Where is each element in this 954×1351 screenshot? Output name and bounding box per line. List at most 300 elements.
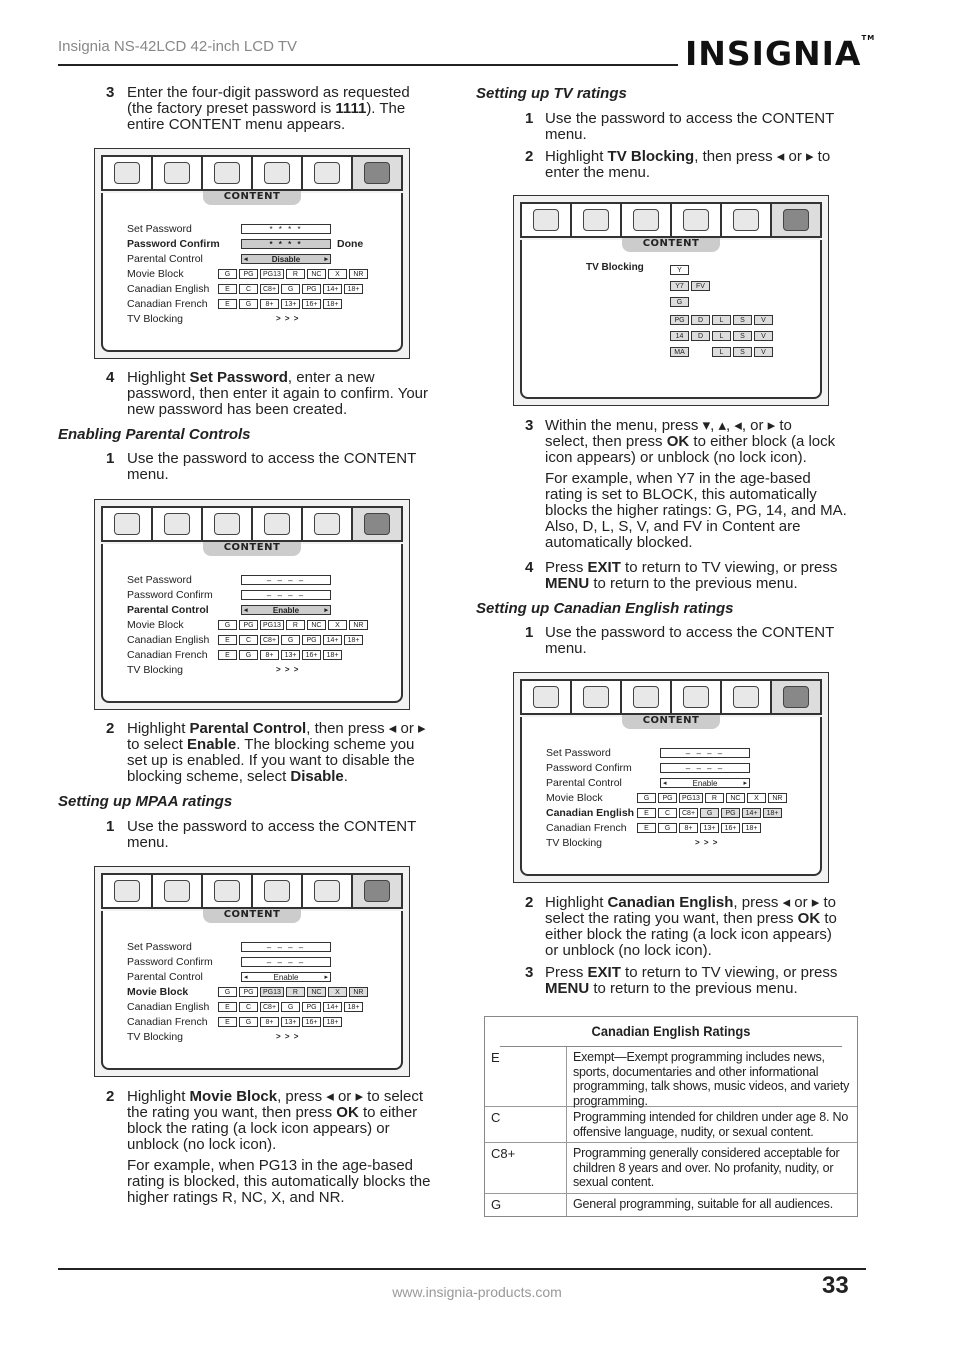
rating-cell-locked[interactable]: G — [670, 297, 689, 307]
canadian-french-label: Canadian French — [127, 298, 208, 310]
menu-panel — [101, 193, 403, 352]
step-number: 4 — [106, 369, 115, 386]
function-icon — [303, 508, 353, 540]
rating-cell[interactable]: E — [637, 823, 656, 833]
rating-cell[interactable]: G — [218, 269, 237, 279]
rating-cell[interactable]: NR — [349, 269, 368, 279]
bold: Parental Control — [189, 720, 307, 737]
rating-cell[interactable]: X — [747, 793, 766, 803]
rating-cell[interactable]: E — [218, 650, 237, 660]
tv-blocking-label: TV Blocking — [127, 664, 184, 676]
rating-cell[interactable]: G — [218, 987, 237, 997]
text: the rating you want, then press — [127, 1104, 337, 1121]
menu-title: CONTENT — [203, 191, 301, 205]
rating-cell[interactable]: R — [286, 269, 305, 279]
rating-cell[interactable]: NC — [307, 620, 326, 630]
movie-block-label: Movie Block — [127, 986, 189, 998]
rating-cell-locked[interactable]: S — [733, 315, 752, 325]
text: blocking scheme, select — [127, 768, 291, 785]
footer-url[interactable]: www.insignia-products.com — [392, 1284, 562, 1300]
step-text — [127, 370, 457, 418]
step-text — [545, 625, 865, 657]
rating-cell[interactable]: NR — [768, 793, 787, 803]
text: (the factory preset password is — [127, 100, 336, 117]
rating-cell[interactable]: 16+ — [302, 650, 321, 660]
rating-code: C8+ — [485, 1143, 567, 1193]
rating-cell[interactable]: PG — [239, 269, 258, 279]
menu-title: CONTENT — [203, 909, 301, 923]
line: Enter the four-digit password as requested — [127, 84, 410, 101]
rating-cell[interactable]: 18+ — [323, 1017, 342, 1027]
rating-cell-locked[interactable]: V — [754, 315, 773, 325]
line — [127, 737, 457, 753]
tv-blocking-screenshot — [513, 195, 829, 406]
menu-icon-bar — [101, 506, 403, 542]
step-text — [545, 560, 865, 592]
line: Use the password to access the CONTENT — [545, 110, 835, 127]
menu-panel — [520, 717, 822, 876]
page-header-title: Insignia NS-42LCD 42-inch LCD TV — [58, 38, 297, 55]
rating-cell-locked[interactable]: S — [733, 347, 752, 357]
parental-control-select[interactable]: ◂ Enable ▸ — [660, 778, 750, 788]
rating-cell[interactable]: 8+ — [260, 650, 279, 660]
rating-cell[interactable]: NC — [726, 793, 745, 803]
line: rating is set to BLOCK, this automatically — [545, 486, 817, 503]
line — [545, 981, 865, 997]
rating-code: G — [485, 1194, 567, 1216]
step-text — [127, 85, 457, 133]
rating-cell-locked[interactable]: 14 — [670, 331, 689, 341]
footer-rule — [58, 1268, 866, 1270]
ce-ratings-row — [218, 284, 363, 294]
password-confirm-field[interactable]: * * * * — [241, 239, 331, 249]
rating-cell-locked[interactable]: PG — [670, 315, 689, 325]
section-heading: Setting up MPAA ratings — [58, 793, 233, 810]
line — [545, 418, 865, 434]
step-text — [545, 895, 865, 959]
step-number: 3 — [106, 84, 115, 101]
tv-blocking-label: TV Blocking — [127, 1031, 184, 1043]
content-lock-icon — [772, 681, 820, 713]
line: menu. — [545, 126, 587, 143]
rating-cell-locked[interactable]: 18+ — [763, 808, 782, 818]
rating-cell-locked[interactable]: NC — [307, 987, 326, 997]
setup-icon — [253, 157, 303, 189]
step-text — [127, 1089, 457, 1206]
set-password-field[interactable]: – – – – — [241, 575, 331, 585]
line — [545, 434, 865, 450]
rating-cell-locked[interactable]: V — [754, 347, 773, 357]
rating-code: E — [485, 1047, 567, 1106]
menu-title: CONTENT — [622, 238, 720, 252]
rating-cell[interactable]: C8+ — [260, 284, 279, 294]
step-number: 1 — [525, 624, 534, 641]
text: . The blocking scheme you — [236, 736, 415, 753]
rating-cell[interactable]: PG — [302, 635, 321, 645]
table-row — [485, 1143, 857, 1194]
rating-cell-locked[interactable]: L — [712, 347, 731, 357]
setup-icon — [672, 204, 722, 236]
text: , then press ◂ or ▸ — [306, 720, 426, 737]
setup-icon — [672, 681, 722, 713]
line — [127, 1105, 457, 1121]
bold: Disable — [290, 768, 344, 785]
line: Use the password to access the CONTENT — [127, 818, 417, 835]
rating-cell[interactable]: X — [328, 269, 347, 279]
rating-cell[interactable]: 14+ — [323, 284, 342, 294]
password-confirm-label: Password Confirm — [546, 762, 632, 774]
text: to return to TV viewing, or press — [620, 964, 838, 981]
cf-ratings-row — [218, 650, 342, 660]
rating-cell[interactable]: E — [218, 1002, 237, 1012]
line: menu. — [127, 834, 169, 851]
audio-icon — [203, 875, 253, 907]
picture-icon — [522, 204, 572, 236]
content-menu-screenshot-4 — [513, 672, 829, 883]
tv-row — [670, 315, 773, 325]
step-number: 1 — [106, 818, 115, 835]
rating-description: General programming, suitable for all audiences. — [573, 1197, 833, 1211]
set-password-label: Set Password — [127, 223, 192, 235]
rating-cell[interactable]: PG — [239, 987, 258, 997]
password-confirm-field[interactable]: – – – – — [241, 590, 331, 600]
rating-cell[interactable]: C8+ — [679, 808, 698, 818]
section-heading: Enabling Parental Controls — [58, 426, 251, 443]
bold: MENU — [545, 980, 590, 997]
line: Use the password to access the CONTENT — [127, 450, 417, 467]
bold: Movie Block — [189, 1088, 278, 1105]
content-lock-icon — [353, 875, 401, 907]
rating-cell-locked[interactable]: R — [286, 987, 305, 997]
section-heading: Setting up Canadian English ratings — [476, 600, 734, 617]
text: to return to the previous menu. — [589, 575, 798, 592]
canadian-french-label: Canadian French — [546, 822, 627, 834]
movie-block-label: Movie Block — [546, 792, 603, 804]
table-title: Canadian English Ratings — [500, 1017, 842, 1047]
rating-cell[interactable]: 13+ — [281, 299, 300, 309]
step-number: 3 — [525, 964, 534, 981]
step-number: 1 — [525, 110, 534, 127]
bold: OK — [797, 910, 821, 927]
text: Highlight — [545, 894, 608, 911]
menu-panel — [520, 240, 822, 399]
rating-cell[interactable]: C — [239, 284, 258, 294]
line: entire CONTENT menu appears. — [127, 116, 346, 133]
menu-title: CONTENT — [622, 715, 720, 729]
tv-row — [670, 265, 689, 275]
picture-icon — [103, 508, 153, 540]
rating-cell[interactable]: G — [281, 1002, 300, 1012]
bold: MENU — [545, 575, 590, 592]
rating-description: Programming intended for children under age 8. No offensive language, nudity, or sexual content. — [573, 1110, 849, 1139]
setup-icon — [253, 875, 303, 907]
rating-cell[interactable]: 13+ — [281, 1017, 300, 1027]
step-number: 2 — [525, 148, 534, 165]
audio-icon — [622, 204, 672, 236]
rating-cell[interactable]: PG13 — [679, 793, 703, 803]
rating-cell[interactable]: PG — [239, 620, 258, 630]
step-number: 4 — [525, 559, 534, 576]
rating-cell[interactable]: G — [281, 635, 300, 645]
table-row — [485, 1194, 857, 1216]
rating-cell[interactable]: 18+ — [323, 299, 342, 309]
rating-cell-locked[interactable]: PG — [721, 808, 740, 818]
line — [127, 370, 457, 386]
line: either block the rating (a lock icon appears) — [545, 926, 832, 943]
tv-blocking-more[interactable]: > > > — [276, 1032, 300, 1041]
canadian-french-label: Canadian French — [127, 1016, 208, 1028]
cf-ratings-row — [637, 823, 761, 833]
line — [545, 149, 865, 165]
audio-icon — [622, 681, 672, 713]
movie-ratings-row — [218, 269, 368, 279]
rating-cell-locked[interactable]: MA — [670, 347, 689, 357]
text: to — [820, 910, 837, 927]
rating-description: Exempt—Exempt programming includes news, sports, documentaries and other informational programming, talk shows, music videos, and variety programming. — [573, 1050, 850, 1108]
rating-cell[interactable]: 18+ — [344, 1002, 363, 1012]
parental-control-label: Parental Control — [127, 604, 209, 616]
text: Highlight — [545, 148, 608, 165]
setup-icon — [253, 508, 303, 540]
rating-cell[interactable]: C — [658, 808, 677, 818]
password-confirm-field[interactable]: – – – – — [241, 957, 331, 967]
line: password, then enter it again to confirm. Your — [127, 385, 429, 402]
picture-icon — [103, 875, 153, 907]
table-row — [485, 1107, 857, 1143]
section-heading: Setting up TV ratings — [476, 85, 627, 102]
movie-block-label: Movie Block — [127, 619, 184, 631]
bold: OK — [666, 433, 690, 450]
rating-cell[interactable]: C — [239, 635, 258, 645]
rating-cell[interactable]: NC — [307, 269, 326, 279]
rating-cell[interactable]: E — [218, 284, 237, 294]
text: Within the menu, press — [545, 417, 703, 434]
rating-cell-locked[interactable]: Y7 — [670, 281, 689, 291]
line: menu. — [127, 466, 169, 483]
rating-cell[interactable]: E — [218, 299, 237, 309]
rating-cell[interactable]: 16+ — [302, 1017, 321, 1027]
rating-cell[interactable]: E — [218, 635, 237, 645]
rating-cell[interactable]: G — [658, 823, 677, 833]
tv-row — [670, 297, 689, 307]
parental-control-select[interactable]: ◂ Disable ▸ — [241, 254, 331, 264]
text: . — [343, 768, 348, 785]
rating-cell[interactable]: PG13 — [260, 620, 284, 630]
bold: OK — [336, 1104, 359, 1121]
rating-cell[interactable]: G — [637, 793, 656, 803]
rating-cell[interactable]: PG — [302, 1002, 321, 1012]
tv-row — [670, 331, 773, 341]
content-menu-screenshot-2 — [94, 499, 410, 710]
rating-code: C — [485, 1107, 567, 1142]
tv-blocking-label: TV Blocking — [127, 313, 184, 325]
set-password-label: Set Password — [546, 747, 611, 759]
line: Also, D, L, S, V, and FV in Content are — [545, 518, 801, 535]
rating-cell[interactable]: Y — [670, 265, 689, 275]
line — [127, 101, 457, 117]
line — [127, 721, 457, 737]
rating-cell-locked[interactable]: L — [712, 315, 731, 325]
rating-cell[interactable]: 18+ — [344, 284, 363, 294]
rating-cell[interactable]: 18+ — [742, 823, 761, 833]
rating-cell[interactable]: G — [239, 1017, 258, 1027]
menu-panel — [101, 911, 403, 1070]
rating-cell[interactable]: X — [328, 620, 347, 630]
parental-control-label: Parental Control — [127, 253, 203, 265]
rating-cell-locked[interactable]: G — [700, 808, 719, 818]
rating-cell-locked[interactable]: S — [733, 331, 752, 341]
bold: Enable — [187, 736, 237, 753]
step-number: 1 — [106, 450, 115, 467]
rating-cell[interactable]: 16+ — [721, 823, 740, 833]
line: automatically blocked. — [545, 534, 693, 551]
content-menu-screenshot-1 — [94, 148, 410, 359]
rating-cell[interactable]: 18+ — [323, 650, 342, 660]
set-password-label: Set Password — [127, 941, 192, 953]
rating-cell-locked[interactable]: V — [754, 331, 773, 341]
rating-cell[interactable]: NR — [349, 620, 368, 630]
function-icon — [303, 157, 353, 189]
text: , press ◂ or ▸ to select — [277, 1088, 424, 1105]
parental-control-select[interactable]: ◂ Enable ▸ — [241, 972, 331, 982]
rating-cell[interactable]: R — [705, 793, 724, 803]
line: For example, when PG13 in the age-based — [127, 1157, 414, 1174]
menu-icon-bar — [520, 679, 822, 715]
rating-cell-locked[interactable]: FV — [691, 281, 710, 291]
rating-cell[interactable]: PG — [658, 793, 677, 803]
rating-cell[interactable]: G — [239, 650, 258, 660]
line: rating is blocked, this automatically blocks the — [127, 1173, 431, 1190]
canadian-english-ratings-table — [484, 1016, 858, 1217]
menu-title: CONTENT — [203, 542, 301, 556]
ce-ratings-row — [218, 1002, 363, 1012]
line — [545, 560, 865, 576]
menu-panel — [101, 544, 403, 703]
line: or unblock (no lock icon). — [545, 942, 712, 959]
set-password-field[interactable]: * * * * — [241, 224, 331, 234]
line: block the rating (a lock icon appears) or — [127, 1120, 390, 1137]
parental-control-label: Parental Control — [546, 777, 622, 789]
line — [545, 895, 865, 911]
rating-cell[interactable]: C8+ — [260, 635, 279, 645]
text: to either — [358, 1104, 418, 1121]
canadian-english-label: Canadian English — [127, 283, 210, 295]
line: enter the menu. — [545, 164, 651, 181]
rating-cell[interactable]: G — [239, 299, 258, 309]
channel-icon — [153, 157, 203, 189]
canadian-english-label: Canadian English — [127, 634, 210, 646]
password-confirm-field[interactable]: – – – – — [660, 763, 750, 773]
password-confirm-label: Password Confirm — [127, 956, 213, 968]
rating-cell[interactable]: 13+ — [700, 823, 719, 833]
picture-icon — [103, 157, 153, 189]
line: blocks the higher ratings: G, PG, 14, and MA. — [545, 502, 847, 519]
password-confirm-label: Password Confirm — [127, 238, 220, 250]
line: higher ratings R, NC, X, and NR. — [127, 1189, 345, 1206]
rating-cell[interactable]: 8+ — [679, 823, 698, 833]
set-password-field[interactable]: – – – – — [660, 748, 750, 758]
arrow-keys: ▾, ▴, ◂, or ▸ to — [702, 417, 792, 434]
rating-cell-locked[interactable]: D — [691, 315, 710, 325]
rating-cell[interactable]: G — [281, 284, 300, 294]
function-icon — [303, 875, 353, 907]
text: select, then press — [545, 433, 667, 450]
text: to return to the previous menu. — [589, 980, 798, 997]
rating-cell-locked[interactable]: PG13 — [260, 987, 284, 997]
text: Press — [545, 559, 588, 576]
rating-cell-locked[interactable]: L — [712, 331, 731, 341]
parental-control-select[interactable]: ◂ Enable ▸ — [241, 605, 331, 615]
tv-blocking-more[interactable]: > > > — [276, 665, 300, 674]
tv-blocking-more[interactable]: > > > — [695, 838, 719, 847]
audio-icon — [203, 157, 253, 189]
step-number: 2 — [106, 720, 115, 737]
canadian-english-label: Canadian English — [546, 807, 635, 819]
set-password-field[interactable]: – – – – — [241, 942, 331, 952]
logo-text: INSIGNIA — [685, 34, 862, 73]
rating-cell[interactable]: C — [239, 1002, 258, 1012]
rating-cell[interactable]: PG13 — [260, 269, 284, 279]
content-lock-icon — [353, 157, 401, 189]
cf-ratings-row — [218, 299, 342, 309]
rating-cell-locked[interactable]: X — [328, 987, 347, 997]
content-lock-icon — [772, 204, 820, 236]
rating-cell[interactable]: E — [637, 808, 656, 818]
rating-cell[interactable]: 13+ — [281, 650, 300, 660]
line — [545, 576, 865, 592]
text: Press — [545, 964, 588, 981]
rating-cell-locked[interactable]: 14+ — [742, 808, 761, 818]
rating-cell[interactable]: 14+ — [323, 635, 342, 645]
rating-cell[interactable]: 8+ — [260, 299, 279, 309]
text: , then press ◂ or ▸ to — [694, 148, 831, 165]
rating-cell[interactable]: C8+ — [260, 1002, 279, 1012]
rating-description: Programming generally considered acceptable for children 8 years and over. No profanity, nudity, or sexual content. — [573, 1146, 840, 1189]
text: Highlight — [127, 1088, 190, 1105]
function-icon — [722, 681, 772, 713]
insignia-logo — [685, 34, 875, 73]
rating-cell[interactable]: 8+ — [260, 1017, 279, 1027]
ce-ratings-row — [637, 808, 782, 818]
rating-cell[interactable]: 18+ — [344, 635, 363, 645]
step-text — [545, 111, 865, 143]
rating-cell[interactable]: E — [218, 1017, 237, 1027]
step-text — [127, 451, 457, 483]
rating-cell[interactable]: 16+ — [302, 299, 321, 309]
step-number: 2 — [106, 1088, 115, 1105]
text: , press ◂ or ▸ to — [733, 894, 836, 911]
line — [545, 965, 865, 981]
text: Highlight — [127, 369, 190, 386]
tv-blocking-label: TV Blocking — [586, 262, 644, 273]
canadian-english-label: Canadian English — [127, 1001, 210, 1013]
rating-cell[interactable]: R — [286, 620, 305, 630]
bold: Canadian English — [607, 894, 734, 911]
movie-ratings-row — [218, 987, 368, 997]
rating-cell[interactable]: G — [218, 620, 237, 630]
rating-cell[interactable]: PG — [302, 284, 321, 294]
rating-cell-locked[interactable]: D — [691, 331, 710, 341]
channel-icon — [572, 204, 622, 236]
rating-cell[interactable]: 14+ — [323, 1002, 342, 1012]
tv-blocking-more[interactable]: > > > — [276, 314, 300, 323]
line: icon appears) or unblock (no lock icon). — [545, 449, 807, 466]
channel-icon — [153, 508, 203, 540]
header-rule — [58, 64, 678, 66]
bold: EXIT — [587, 964, 621, 981]
text: to select — [127, 736, 188, 753]
rating-cell-locked[interactable]: NR — [349, 987, 368, 997]
